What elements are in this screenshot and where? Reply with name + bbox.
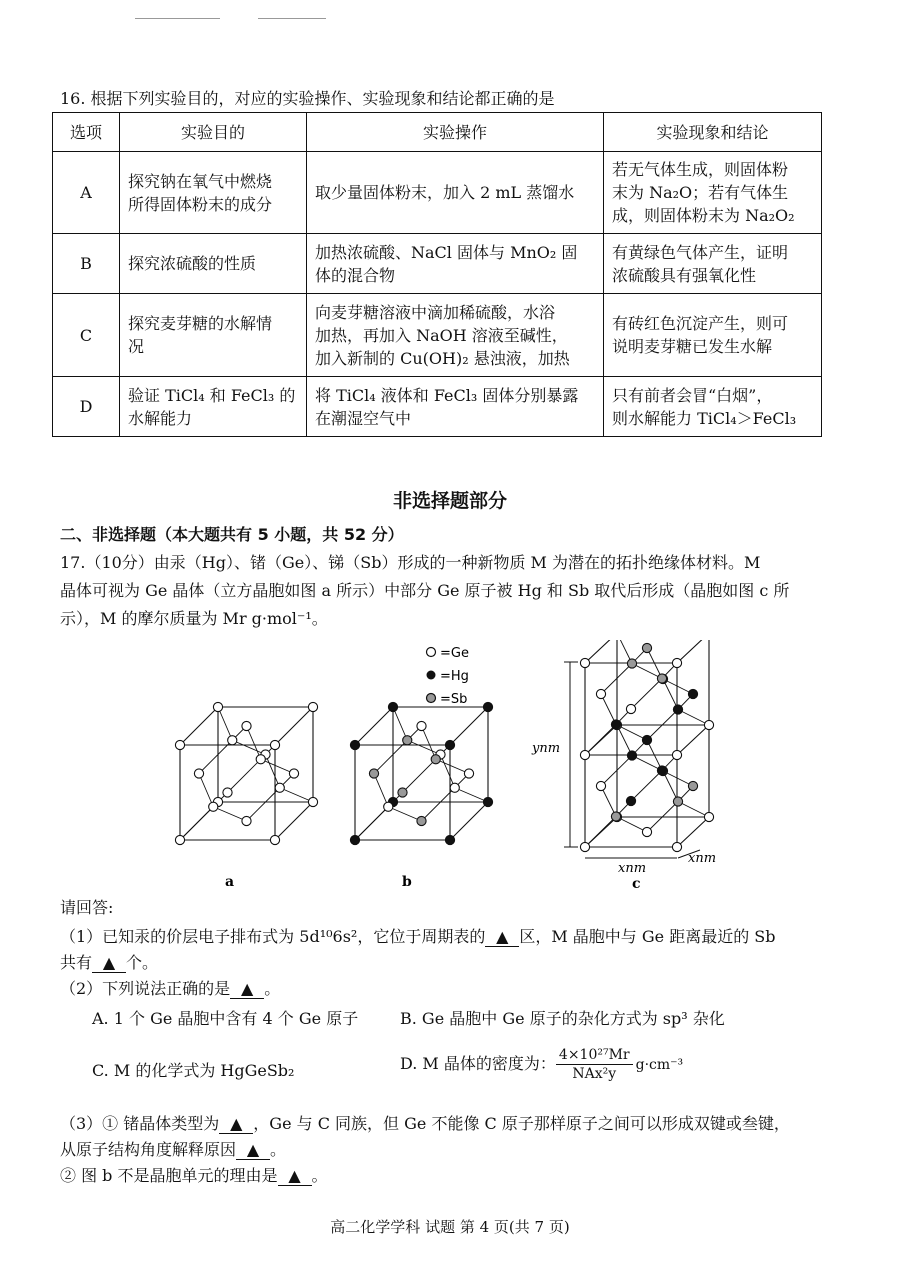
q16-row (53, 152, 822, 234)
atom-hg (483, 797, 492, 806)
bond (232, 740, 265, 754)
cell-line: D (79, 397, 93, 416)
bond (228, 759, 261, 792)
part2-heading: 二、非选择题（本大题共有 5 小题，共 52 分） (60, 525, 404, 544)
atom-ge (596, 689, 605, 698)
header-rule-right (258, 18, 326, 19)
q17-part3-line2 (60, 1137, 835, 1163)
atom-ge (242, 721, 251, 730)
atom-ge (417, 721, 426, 730)
cell-line: 探究钠在氧气中燃烧 (128, 171, 273, 191)
atom-hg (642, 735, 651, 744)
atom-sb (417, 816, 426, 825)
dim-x-label: xnm (618, 861, 647, 876)
q17-p1-text-b: 区，M 晶胞中与 Ge 距离最近的 Sb (519, 927, 776, 946)
cell-line: 水解能力 (128, 408, 193, 428)
atom-ge (270, 740, 279, 749)
atom-ge (642, 827, 651, 836)
atom-ge (308, 702, 317, 711)
legend-hg-swatch (427, 671, 436, 680)
bond (678, 710, 709, 726)
cell-edge (450, 707, 488, 745)
cell-line: 取少量固体粉末，加入 2 mL 蒸馏水 (315, 183, 575, 202)
cell-edge (585, 640, 617, 663)
bond (218, 707, 232, 740)
q17-intro-2: 晶体可视为 Ge 晶体（立方晶胞如图 a 所示）中部分 Ge 原子被 Hg 和 Sb 取代后形成（晶胞如图 c 所 (60, 581, 790, 600)
q16-stem: 16. 根据下列实验目的，对应的实验操作、实验现象和结论都正确的是 (60, 89, 555, 108)
cell-line: 有砖红色沉淀产生，则可 (612, 314, 789, 333)
unit-cell-b (350, 702, 492, 844)
bond (631, 771, 662, 802)
atom-ge (289, 769, 298, 778)
cell-line: 浓硫酸具有强氧化性 (612, 265, 757, 285)
cell-line: 探究麦芽糖的水解情 (128, 314, 273, 333)
legend-ge-swatch (427, 648, 436, 657)
option-d (400, 1046, 830, 1083)
q16-cell-result (604, 294, 822, 377)
q16-cell-option (53, 152, 120, 234)
cell-line: 向麦芽糖溶液中滴加稀硫酸，水浴 (315, 302, 556, 322)
q16-cell-operation (307, 377, 604, 437)
atom-hg (483, 702, 492, 711)
q17-p3-text-f: 。 (311, 1166, 328, 1185)
atom-sb (642, 643, 651, 652)
atom-ge (384, 802, 393, 811)
option-b: B. Ge 晶胞中 Ge 原子的杂化方式为 sp³ 杂化 (400, 1009, 725, 1028)
q16-cell-operation (307, 294, 604, 377)
atom-sb (688, 781, 697, 790)
bond (199, 774, 213, 807)
legend-hg-label: =Hg (440, 669, 469, 684)
q16-header-row (53, 113, 822, 152)
bond (213, 807, 246, 821)
cell-line: C (79, 325, 93, 345)
cell-line: 加热浓硫酸、NaCl 固体与 MnO₂ 固 (315, 242, 578, 262)
cell-line: 说明麦芽糖已发生水解 (612, 337, 773, 356)
answer-blank[interactable]: ▲ (485, 928, 519, 947)
q16-table (52, 112, 822, 437)
cell-line: A (80, 183, 92, 202)
density-fraction (556, 1046, 633, 1083)
atom-sb (431, 755, 440, 764)
atom-ge (175, 835, 184, 844)
q16-row (53, 294, 822, 377)
bond (266, 755, 280, 788)
atom-hg (626, 796, 635, 805)
atom-sb (611, 812, 620, 821)
atom-ge (256, 755, 265, 764)
atom-ge (672, 658, 681, 667)
section-title: 非选择题部分 (392, 490, 507, 512)
option-a: A. 1 个 Ge 晶胞中含有 4 个 Ge 原子 (92, 1009, 359, 1028)
cell-line: 验证 TiCl₄ 和 FeCl₃ 的 (128, 385, 296, 405)
cell-line: B (80, 254, 92, 273)
atom-ge (175, 740, 184, 749)
q16-cell-result (604, 152, 822, 234)
atom-hg (627, 751, 636, 760)
cell-line: 则水解能力 TiCl₄＞FeCl₃ (612, 408, 797, 428)
atom-hg (673, 705, 682, 714)
legend (427, 646, 469, 707)
q17-intro-1: 17.（10分）由汞（Hg）、锗（Ge）、锑（Sb）形成的一种新物质 M 为潜在的拓扑绝缘体材料。M (60, 553, 761, 572)
cell-line: 加入新制的 Cu(OH)₂ 悬浊液，加热 (315, 348, 570, 368)
atom-ge (223, 788, 232, 797)
bond (678, 802, 709, 818)
cell-line: 在潮湿空气中 (315, 408, 412, 428)
q16-cell-purpose (120, 152, 307, 234)
answer-blank[interactable]: ▲ (278, 1167, 312, 1186)
bond (388, 807, 421, 821)
bond (436, 759, 469, 773)
cell-line: 况 (128, 337, 145, 356)
q17-p2-text: （2）下列说法正确的是 (60, 979, 231, 998)
atom-hg (350, 835, 359, 844)
cell-edge (677, 640, 709, 663)
crystal-figure (160, 640, 740, 900)
atom-ge (228, 736, 237, 745)
legend-sb-swatch (427, 694, 436, 703)
atom-hg (445, 740, 454, 749)
atom-ge (450, 783, 459, 792)
atom-ge (580, 842, 589, 851)
density-denominator: NAx²y (572, 1066, 617, 1082)
atom-ge (672, 750, 681, 759)
dim-x2-label: xnm (688, 851, 717, 866)
bond (374, 774, 388, 807)
cell-line: 末为 Na₂O；若有气体生 (612, 183, 789, 202)
cell-line: 将 TiCl₄ 液体和 FeCl₃ 固体分别暴露 (315, 385, 579, 405)
q17-part3-line3 (60, 1163, 835, 1189)
bond (407, 740, 440, 754)
cell-line: 加热，再加入 NaOH 溶液至碱性， (315, 325, 568, 345)
bond (422, 726, 436, 759)
atom-sb (673, 797, 682, 806)
unit-cell-a (175, 702, 317, 844)
answer-blank[interactable]: ▲ (219, 1115, 253, 1134)
atom-ge (596, 781, 605, 790)
q16-cell-option (53, 234, 120, 294)
q17-p3-text-a: （3）① 锗晶体类型为 (60, 1114, 220, 1133)
atom-ge (626, 704, 635, 713)
dim-y-label: ynm (532, 741, 561, 756)
bond (631, 679, 662, 710)
cell-edge (180, 707, 218, 745)
bond (355, 807, 388, 840)
fig-label-a: a (225, 874, 235, 890)
atom-ge (464, 769, 473, 778)
atom-sb (398, 788, 407, 797)
atom-hg (611, 720, 620, 729)
density-unit: g·cm⁻³ (635, 1057, 684, 1073)
density-numerator: 4×10²⁷Mr (556, 1046, 633, 1065)
cell-line: 所得固体粉末的成分 (128, 194, 273, 214)
q16-cell-result (604, 377, 822, 437)
q16-cell-result (604, 234, 822, 294)
cell-edge (275, 802, 313, 840)
atom-ge (242, 816, 251, 825)
answer-blank[interactable]: ▲ (230, 980, 264, 999)
bond (280, 788, 313, 802)
atom-hg (688, 689, 697, 698)
bond (393, 707, 407, 740)
q16-cell-purpose (120, 234, 307, 294)
page-footer: 高二化学学科 试题 第 4 页(共 7 页) (330, 1218, 570, 1236)
q17-p3-text-b: ，Ge 与 C 同族，但 Ge 不能像 C 原子那样原子之间可以形成双键或叁键， (253, 1114, 790, 1133)
header-result: 实验现象和结论 (604, 113, 822, 152)
q17-p2-end: 。 (264, 979, 281, 998)
atom-ge (213, 702, 222, 711)
q17-p1-text-c: 共有 (60, 953, 93, 972)
bond (403, 759, 436, 792)
atom-ge (704, 720, 713, 729)
bond (261, 759, 294, 773)
cell-edge (677, 725, 709, 755)
q17-part1-line2 (60, 950, 835, 976)
q16-cell-purpose (120, 294, 307, 377)
q16-row (53, 234, 822, 294)
atom-ge (270, 835, 279, 844)
atom-ge (580, 750, 589, 759)
bond (585, 725, 616, 756)
unit-cell-c (580, 640, 713, 852)
legend-ge-label: =Ge (440, 646, 469, 661)
atom-hg (350, 740, 359, 749)
atom-ge (704, 812, 713, 821)
bond (455, 788, 488, 802)
cell-edge (275, 707, 313, 745)
header-operation: 实验操作 (307, 113, 604, 152)
q17-p3-text-c: 从原子结构角度解释原因 (60, 1140, 237, 1159)
atom-hg (445, 835, 454, 844)
answer-blank[interactable]: ▲ (236, 1141, 270, 1160)
cell-edge (355, 707, 393, 745)
fig-label-b: b (402, 874, 412, 890)
cell-line: 若无气体生成，则固体粉 (612, 160, 789, 179)
atom-ge (580, 658, 589, 667)
legend-sb-label: =Sb (440, 692, 468, 707)
q17-intro-3: 示），M 的摩尔质量为 Mr g·mol⁻¹。 (60, 609, 328, 628)
q17-p1-text-a: （1）已知汞的价层电子排布式为 5d¹⁰6s²，它位于周期表的 (60, 927, 486, 946)
fig-label-c: c (632, 876, 641, 892)
atom-hg (657, 766, 666, 775)
atom-ge (194, 769, 203, 778)
bond (585, 817, 616, 848)
cell-line: 只有前者会冒“白烟”， (612, 385, 773, 405)
atom-sb (369, 769, 378, 778)
q17-part1-line1 (60, 924, 835, 950)
answer-blank[interactable]: ▲ (92, 954, 126, 973)
atom-ge (209, 802, 218, 811)
option-d-text: D. M 晶体的密度为： (400, 1054, 556, 1073)
q17-p3-text-e: ② 图 b 不是晶胞单元的理由是 (60, 1166, 278, 1185)
atom-sb (627, 659, 636, 668)
atom-ge (275, 783, 284, 792)
option-c: C. M 的化学式为 HgGeSb₂ (92, 1061, 295, 1080)
atom-ge (672, 842, 681, 851)
q17-part2 (60, 976, 835, 1002)
cell-line: 探究浓硫酸的性质 (128, 254, 257, 273)
q17-p1-text-d: 个。 (126, 953, 159, 972)
bond (247, 726, 261, 759)
q17-p3-text-d: 。 (270, 1140, 287, 1159)
atom-sb (657, 674, 666, 683)
cell-line: 有黄绿色气体产生，证明 (612, 242, 789, 262)
atom-hg (388, 702, 397, 711)
q16-cell-option (53, 294, 120, 377)
cell-line: 体的混合物 (315, 265, 396, 285)
cell-edge (677, 817, 709, 847)
q16-cell-purpose (120, 377, 307, 437)
q16-cell-operation (307, 234, 604, 294)
header-rule-left (135, 18, 220, 19)
header-option: 选项 (53, 113, 120, 152)
cell-line: 成，则固体粉末为 Na₂O₂ (612, 206, 795, 225)
q16-cell-option (53, 377, 120, 437)
bond (180, 807, 213, 840)
atom-ge (308, 797, 317, 806)
q16-cell-operation (307, 152, 604, 234)
q17-prompt: 请回答: (60, 898, 114, 917)
cell-edge (450, 802, 488, 840)
q16-row (53, 377, 822, 437)
bond (441, 755, 455, 788)
atom-sb (403, 736, 412, 745)
q17-part3-line1 (60, 1111, 835, 1137)
header-purpose: 实验目的 (120, 113, 307, 152)
